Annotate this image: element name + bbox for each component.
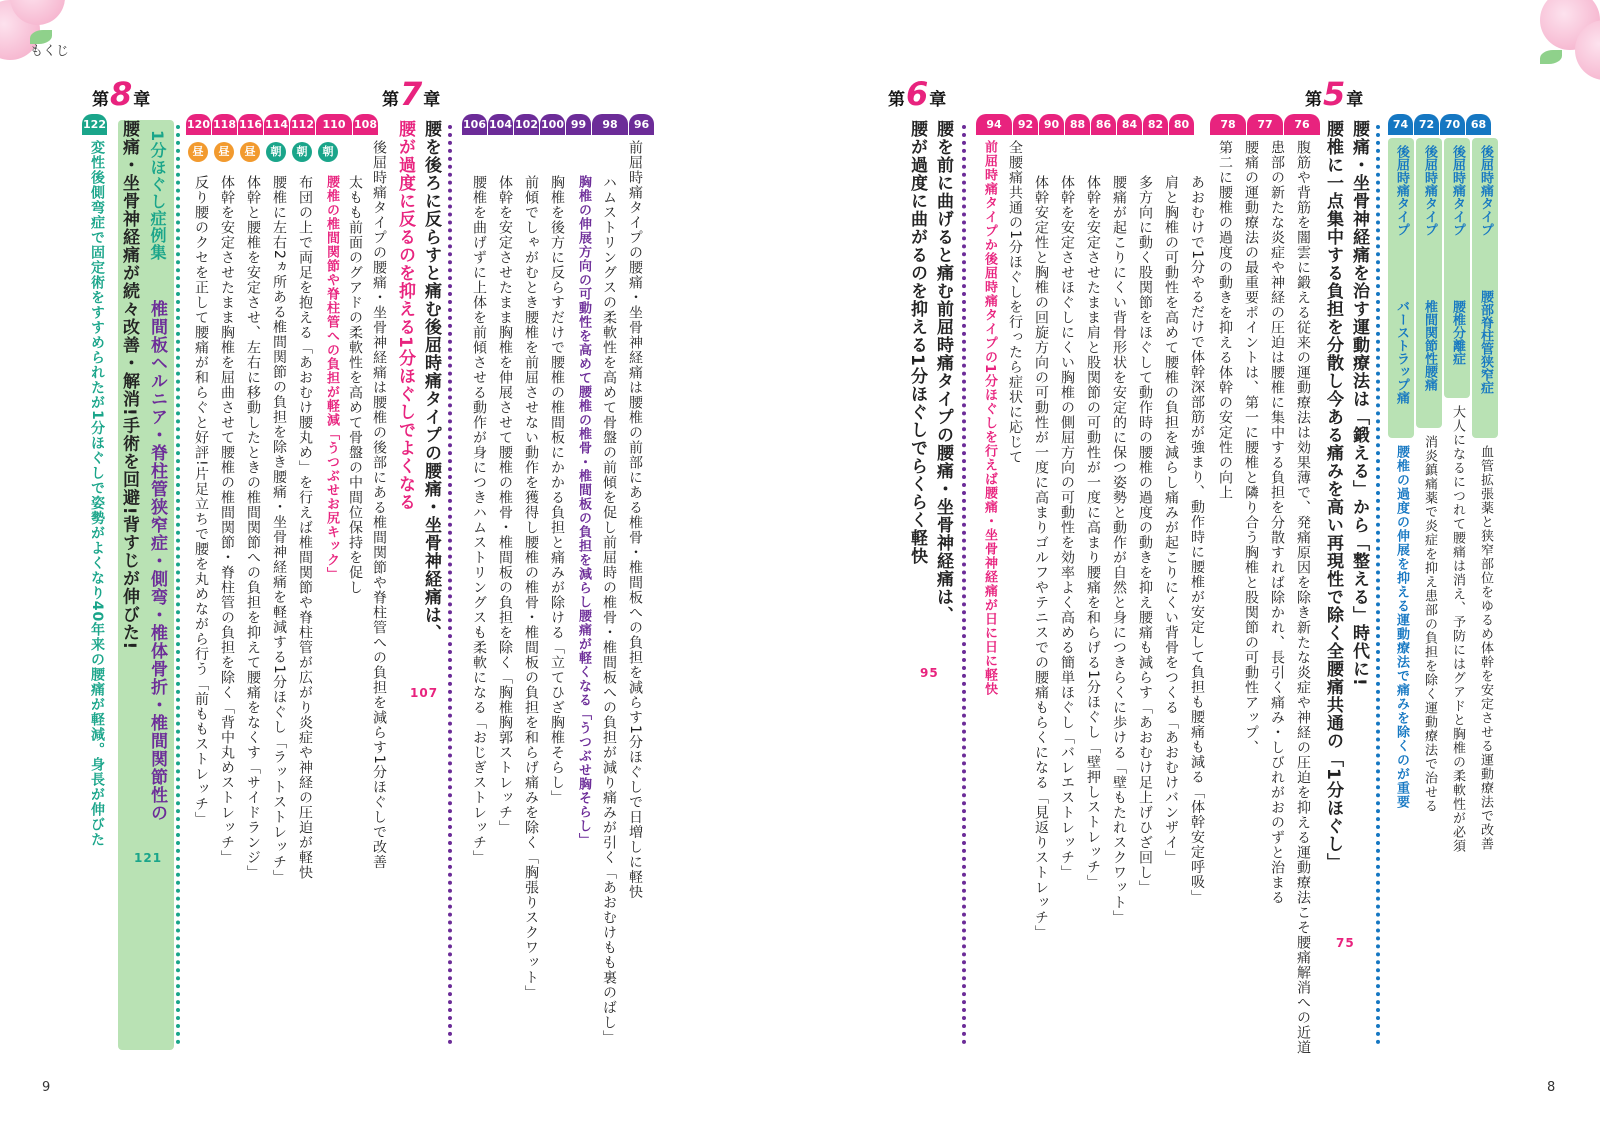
chapter-6-item: あおむけで1分やるだけで体幹深部筋が強まり、動作時に腰椎が安定して負担も腰痛も減る「体幹安定呼吸」 bbox=[1189, 175, 1205, 905]
chapter-5-headline-1: 腰痛・坐骨神経痛を治す運動療法は「鍛える」から「整える」時代に! bbox=[1349, 120, 1369, 687]
page-link[interactable]: 100 bbox=[540, 114, 565, 135]
page-link[interactable]: 94 bbox=[976, 114, 1012, 135]
chapter-8-case-text: 変性後側弯症で固定術をすすめられたが1分ほぐしで姿勢がよくなり40年来の腰痛が軽減。身長が伸びた bbox=[89, 140, 105, 848]
chapter-5-text: 第二に腰椎の過度の動きを抑える体幹の安定性の向上 bbox=[1217, 140, 1233, 500]
chapter-8-title bbox=[92, 75, 151, 113]
chapter-4-item-desc: 血管拡張薬と狭窄部位をゆるめ体幹を安定させる運動療法で改善 bbox=[1478, 445, 1493, 851]
chapter-4-item-name: バーストラップ痛 bbox=[1394, 300, 1409, 404]
chapter-7-headline-2: 腰が過度に反るのを抑える1分ほぐしでよくなる bbox=[395, 120, 415, 511]
chapter-5-text: 患部の新たな炎症や神経の圧迫は腰椎に集中する負担を分散すれば除かれ、長引く痛み・しびれがおのずと治まる bbox=[1269, 140, 1285, 905]
chapter-7-item: 布団の上で両足を抱える「あおむけ腰丸め」を行えば椎間関節や脊柱管が広がり炎症や神経の圧迫が軽快 bbox=[297, 175, 313, 880]
chapter-number: 5 bbox=[1323, 75, 1346, 113]
chapter-suffix: 章 bbox=[133, 90, 151, 110]
chapter-7-page-numbers-left bbox=[186, 114, 379, 135]
chapter-7-item: 前傾でしゃがむとき腰椎を前屈させない動作を獲得し腰椎の椎骨・椎間板の負担を和らげ痛みを除く「胸張りスクワット」 bbox=[523, 175, 539, 1000]
page-link[interactable]: 86 bbox=[1091, 114, 1116, 135]
page-link[interactable]: 82 bbox=[1143, 114, 1168, 135]
chapter-6-item: 体幹を安定させほぐしにくい胸椎の側屈方向の可動性を効率よく高める簡単ほぐし「バレエストレッチ」 bbox=[1059, 175, 1075, 880]
chapter-4-item-type: 後屈時痛タイプ bbox=[1422, 145, 1437, 236]
page-link[interactable]: 74 bbox=[1388, 114, 1413, 135]
page-link[interactable]: 96 bbox=[629, 114, 654, 135]
chapter-prefix: 第 bbox=[1305, 90, 1322, 110]
chapter-4-page-numbers bbox=[1388, 114, 1492, 135]
chapter-6-headline-1: 腰を前に曲げると痛む前屈時痛タイプの腰痛・坐骨神経痛は、 bbox=[933, 120, 953, 624]
chapter-number: 6 bbox=[906, 75, 929, 113]
chapter-6-item: 腰痛が起こりにくい背骨形状を安定的に保つ姿勢と動作が自然と身につきらくに歩ける「壁もたれスクワット」 bbox=[1111, 175, 1127, 925]
chapter-5-text: 腹筋や背筋を闇雲に鍛える従来の運動療法は効果薄で、発痛原因を除き新たな炎症や神経の圧迫を抑える運動療法こそ腰痛解消への近道 bbox=[1295, 140, 1311, 1055]
chapter-8-page-numbers bbox=[82, 114, 108, 135]
chapter-8-headline-sub: 椎間板ヘルニア・脊柱管狭窄症・側弯・椎体骨折・椎間関節性の bbox=[147, 300, 167, 822]
page-link[interactable]: 88 bbox=[1065, 114, 1090, 135]
page-link[interactable]: 106 bbox=[462, 114, 487, 135]
noon-badge: 昼 bbox=[214, 142, 234, 162]
chapter-8-page-ref: 121 bbox=[134, 851, 163, 865]
page-link[interactable]: 108 bbox=[353, 114, 378, 135]
page-link[interactable]: 98 bbox=[592, 114, 628, 135]
chapter-6-item: 前屈時痛タイプか後屈時痛タイプの1分ほぐしを行えば腰痛・坐骨神経痛が日に日に軽快 bbox=[982, 140, 997, 697]
chapter-6-item: 多方向に動く股関節をほぐして動作時の腰椎の過度の動きを抑え腰痛も減らす「あおむけ足上げひざ回し」 bbox=[1137, 175, 1153, 895]
chapter-number: 8 bbox=[110, 75, 133, 113]
chapter-7-page-numbers-right bbox=[462, 114, 655, 135]
chapter-7-item: ハムストリングスの柔軟性を高めて骨盤の前傾を促し前屈時の椎骨・椎間板への負担が減り痛みが引く「あおむけもも裏のばし」 bbox=[601, 175, 617, 1045]
chapter-5-page-numbers bbox=[1210, 114, 1321, 135]
page-link[interactable]: 104 bbox=[488, 114, 513, 135]
page-link[interactable]: 122 bbox=[82, 114, 107, 135]
chapter-suffix: 章 bbox=[1346, 90, 1364, 110]
time-badges bbox=[188, 140, 358, 170]
page-link[interactable]: 99 bbox=[566, 114, 591, 135]
chapter-4-item-desc: 消炎鎮痛薬で炎症を抑え患部の負担を除く運動療法で治せる bbox=[1422, 435, 1437, 813]
chapter-8-headline: 腰痛・坐骨神経痛が続々改善・解消!手術を回避!背すじが伸びた! bbox=[119, 120, 139, 651]
chapter-4-item-type: 後屈時痛タイプ bbox=[1478, 145, 1493, 236]
chapter-7-item: 腰椎を曲げずに上体を前傾させる動作が身につきハムストリングスも柔軟になる「おじぎストレッチ」 bbox=[471, 175, 487, 865]
noon-badge: 昼 bbox=[240, 142, 260, 162]
chapter-7-item: 腰椎の椎間関節や脊柱管への負担が軽減「うつぶせお尻キック」 bbox=[324, 175, 339, 581]
chapter-7-item: 胸椎の伸展方向の可動性を高めて腰椎の椎骨・椎間板の負担を減らし腰痛が軽くなる「うつぶせ胸そらし」 bbox=[576, 175, 591, 847]
chapter-prefix: 第 bbox=[92, 90, 109, 110]
flower-decoration-top-right bbox=[1530, 0, 1600, 70]
page-link[interactable]: 116 bbox=[238, 114, 263, 135]
dotted-divider bbox=[1376, 125, 1380, 1045]
chapter-4-item-type: 後屈時痛タイプ bbox=[1394, 145, 1409, 236]
chapter-6-headline-2: 腰が過度に曲がるのを抑える1分ほぐしでらくらく軽快 bbox=[907, 120, 927, 565]
chapter-7-item: 体幹を安定させたまま胸椎を伸展させて腰椎の椎骨・椎間板の負担を除く「胸椎胸郭ストレッチ」 bbox=[497, 175, 513, 835]
page-number-left: 9 bbox=[42, 1080, 51, 1095]
chapter-6-page-ref: 95 bbox=[920, 666, 939, 680]
page-link[interactable]: 80 bbox=[1169, 114, 1194, 135]
chapter-7-item: 体幹と腰椎を安定させ、左右に移動したときの椎間関節への負担を抑えて腰痛をなくす「サイドランジ」 bbox=[245, 175, 261, 880]
chapter-5-text: 腰痛の運動療法の最重要ポイントは、第一に腰椎と隣り合う胸椎と股関節の可動性アップ、 bbox=[1243, 140, 1259, 755]
page-link[interactable]: 70 bbox=[1440, 114, 1465, 135]
chapter-6-item: 全腰痛共通の1分ほぐしを行ったら症状に応じて bbox=[1007, 140, 1023, 465]
chapter-4-item-name: 椎間関節性腰痛 bbox=[1422, 300, 1437, 391]
chapter-7-headline-1: 腰を後ろに反らすと痛む後屈時痛タイプの腰痛・坐骨神経痛は、 bbox=[421, 120, 441, 642]
chapter-4-item-desc: 大人になるにつれて腰痛は消え、予防にはグアドと胸椎の柔軟性が必須 bbox=[1450, 405, 1465, 853]
chapter-6-item: 体幹安定性と胸椎の回旋方向の可動性が一度に高まりゴルフやテニスでの腰痛もらくになる「見返りストレッチ」 bbox=[1033, 175, 1049, 940]
chapter-7-item: 胸椎を後方に反らすだけで腰椎の椎間板にかかる負担と痛みが除ける「立てひざ胸椎そらし」 bbox=[549, 175, 565, 805]
chapter-6-item: 肩と胸椎の可動性を高めて腰椎の負担を減らし痛みが起こりにくい背骨をつくる「あおむけバンザイ」 bbox=[1163, 175, 1179, 865]
chapter-suffix: 章 bbox=[929, 90, 947, 110]
dotted-divider bbox=[176, 125, 180, 1045]
chapter-7-item: 反り腰のクセを正して腰痛が和らぐと好評!片足立ちで腰を丸めながら行う「前ももストレッチ」 bbox=[193, 175, 209, 827]
chapter-8-badge-title: 1分ほぐし症例集 bbox=[148, 130, 167, 262]
dotted-divider bbox=[962, 125, 966, 1045]
chapter-7-item: 腰椎に左右2ヵ所ある椎間関節の負担を除き腰痛・坐骨神経痛を軽減する1分ほぐし「ラットストレッチ」 bbox=[271, 175, 287, 885]
page-link[interactable]: 102 bbox=[514, 114, 539, 135]
chapter-4-item-type: 後屈時痛タイプ bbox=[1450, 145, 1465, 236]
chapter-prefix: 第 bbox=[382, 90, 399, 110]
morning-badge: 朝 bbox=[266, 142, 286, 162]
page-link[interactable]: 68 bbox=[1466, 114, 1491, 135]
chapter-4-item-name: 腰部脊柱管狭窄症 bbox=[1478, 290, 1493, 394]
page-link[interactable]: 90 bbox=[1039, 114, 1064, 135]
chapter-prefix: 第 bbox=[888, 90, 905, 110]
dotted-divider bbox=[448, 125, 452, 1045]
page-link[interactable]: 118 bbox=[212, 114, 237, 135]
page-link[interactable]: 114 bbox=[264, 114, 289, 135]
page-number-right: 8 bbox=[1547, 1080, 1556, 1095]
chapter-7-page-ref: 107 bbox=[410, 686, 439, 700]
contents-label: もくじ bbox=[30, 44, 70, 59]
chapter-7-item: 前屈時痛タイプの腰痛・坐骨神経痛は腰椎の前部にある椎骨・椎間板への負担を減らす1分ほぐしで日増しに軽快 bbox=[627, 140, 643, 900]
morning-badge: 朝 bbox=[318, 142, 338, 162]
chapter-number: 7 bbox=[400, 75, 423, 113]
page-link[interactable]: 78 bbox=[1210, 114, 1246, 135]
chapter-6-title bbox=[888, 75, 947, 113]
chapter-5-headline-2: 腰椎に一点集中する負担を分散し今ある痛みを高い再現性で除く全腰痛共通の「1分ほぐし」 bbox=[1323, 120, 1343, 871]
page-link[interactable]: 120 bbox=[186, 114, 211, 135]
chapter-5-title bbox=[1305, 75, 1364, 113]
morning-badge: 朝 bbox=[292, 142, 312, 162]
chapter-6-page-numbers bbox=[976, 114, 1195, 135]
chapter-suffix: 章 bbox=[423, 90, 441, 110]
flower-decoration-top-left bbox=[0, 0, 70, 70]
page-link[interactable]: 84 bbox=[1117, 114, 1142, 135]
page-link[interactable]: 77 bbox=[1247, 114, 1283, 135]
chapter-4-item-desc: 腰椎の過度の伸展を抑える運動療法で痛みを除くのが重要 bbox=[1394, 445, 1409, 809]
chapter-7-item: 太もも前面のグアドの柔軟性を高めて骨盤の中間位保持を促し bbox=[347, 175, 363, 595]
chapter-5-page-ref: 75 bbox=[1336, 936, 1355, 950]
page-link[interactable]: 72 bbox=[1414, 114, 1439, 135]
chapter-6-item: 体幹を安定させたまま肩と股関節の可動性が一度に高まり腰痛を和らげる1分ほぐし「壁押しストレッチ」 bbox=[1085, 175, 1101, 890]
page-link[interactable]: 110 bbox=[316, 114, 352, 135]
page-link[interactable]: 112 bbox=[290, 114, 315, 135]
chapter-7-item: 体幹を安定させたまま胸椎を屈曲させて腰椎の椎間関節・脊柱管の負担を除く「背中丸めストレッチ」 bbox=[219, 175, 235, 865]
chapter-7-intro: 後屈時痛タイプの腰痛・坐骨神経痛は腰椎の後部にある椎間関節や脊柱管への負担を減らす1分ほぐしで改善 bbox=[371, 140, 387, 870]
page-link[interactable]: 76 bbox=[1284, 114, 1320, 135]
noon-badge: 昼 bbox=[188, 142, 208, 162]
chapter-7-title bbox=[382, 75, 441, 113]
chapter-4-item-name: 腰椎分離症 bbox=[1450, 300, 1465, 365]
page-link[interactable]: 92 bbox=[1013, 114, 1038, 135]
